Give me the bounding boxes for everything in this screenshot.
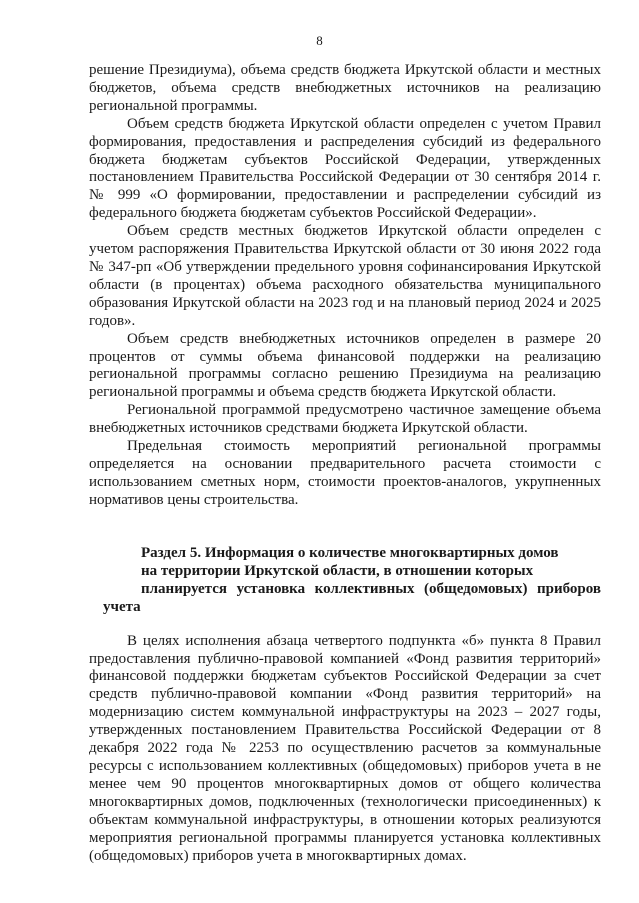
document-body (89, 62, 601, 865)
paragraph-regional-budget: Объем средств бюджета Иркутской области определен с учетом Правил формирования, предоставления и распределения субсидий из федерального бюджета бюджетам субъектов Российской Федерации, утвержденных постановлением Правительства Российской Федерации от 30 сентября 2014 г. № 999 «О формировании, предоставлении и распределении субсидий из федерального бюджета бюджетам субъектов Российской Федерации». (89, 115, 601, 222)
spacer (89, 510, 601, 527)
spacer (89, 527, 601, 544)
section-heading-line-3: планируется установка коллективных (общедомовых) приборов учета (103, 580, 601, 615)
section-heading-line-1: Раздел 5. Информация о количестве многоквартирных домов (141, 544, 559, 561)
paragraph-local-budgets: Объем средств местных бюджетов Иркутской области определен с учетом распоряжения Правительства Иркутской области от 30 июня 2022 года № 347-рп «Об утверждении предельного уровня софинансирования Иркутской области (в процентах) объема расходного обязательства муниципального образования Иркутской области на 2023 год и на плановый период 2024 и 2025 годов». (89, 223, 601, 329)
paragraph-meter-installation: В целях исполнения абзаца четвертого подпункта «б» пункта 8 Правил предоставления публично-правовой компанией «Фонд развития территорий» финансовой поддержки бюджетам субъектов Российской Федерации за счет средств публично-правовой компании «Фонд развития территорий» на модернизацию систем коммунальной инфраструктуры на 2023 – 2027 годы, утвержденных постановлением Правительства Российской Федерации от 8 декабря 2022 года № 2253 по осуществлению расчетов за коммунальные ресурсы с использованием коллективных (общедомовых) приборов учета в не менее чем 90 процентов многоквартирных домов от общего количества многоквартирных домов, подключенных (технологически присоединенных) к объектам коммунальной инфраструктуры, в отношении которых реализуются мероприятия региональной программы планируется установка коллективных (общедомовых) приборов учета в многоквартирных домах. (89, 632, 601, 864)
paragraph-partial-replacement: Региональной программой предусмотрено частичное замещение объема внебюджетных источников средствами бюджета Иркутской области. (89, 402, 601, 437)
paragraph-extrabudgetary-sources: Объем средств внебюджетных источников определен в размере 20 процентов от суммы объема финансовой поддержки на реализацию региональной программы согласно решению Президиума на реализацию региональной программы и объема средств бюджета Иркутской области. (89, 330, 601, 401)
page-number: 8 (316, 33, 323, 48)
section-heading-line-2: на территории Иркутской области, в отношении которых (141, 562, 534, 579)
section-heading (89, 544, 601, 616)
paragraph-max-cost: Предельная стоимость мероприятий региональной программы определяется на основании предварительного расчета стоимости с использованием сметных норм, стоимости проектов-аналогов, укрупненных нормативов цены строительства. (89, 438, 601, 508)
paragraph-continuation: решение Президиума), объема средств бюджета Иркутской области и местных бюджетов, объема средств внебюджетных источников на реализацию региональной программы. (89, 62, 601, 114)
spacer (89, 616, 601, 633)
